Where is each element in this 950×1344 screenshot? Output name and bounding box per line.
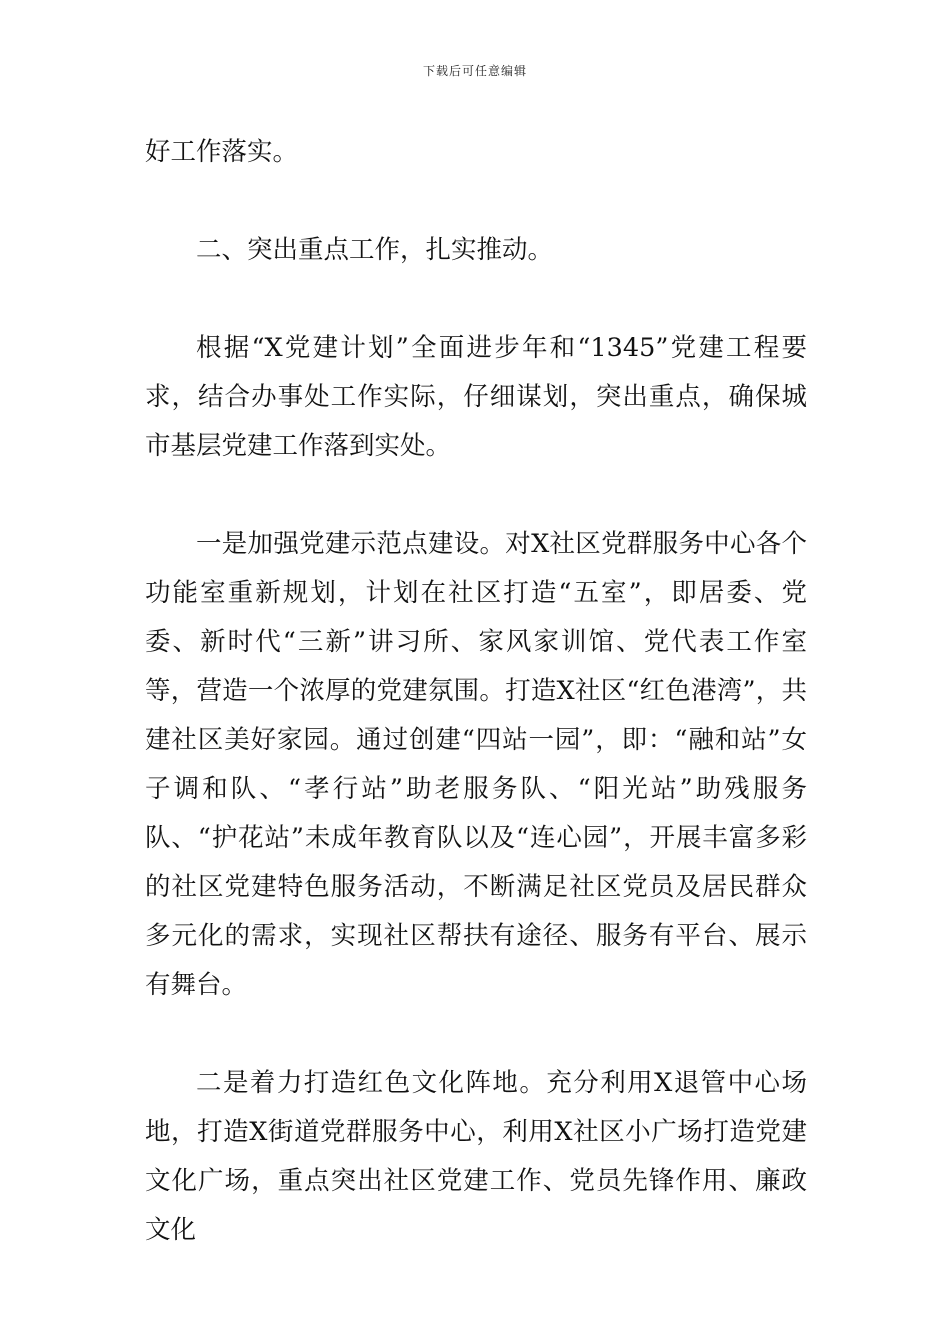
intro-paragraph: 根据“X党建计划”全面进步年和“1345”党建工程要求，结合办事处工作实际，仔细谋划，突出重点，确保城市基层党建工作落到实处。 (145, 333, 807, 461)
section-heading: 二、突出重点工作，扎实推动。 (196, 235, 554, 265)
point-one-paragraph: 一是加强党建示范点建设。对X社区党群服务中心各个功能室重新规划，计划在社区打造“五室”，即居委、党委、新时代“三新”讲习所、家风家训馆、党代表工作室等，营造一个浓厚的党建氛围。打造X社区“红色港湾”，共建社区美好家园。通过创建“四站一园”，即：“融和站”女子调和队、“孝行站”助老服务队、“阳光站”助残服务队、“护花站”未成年教育队以及“连心园”，开展丰富多彩的社区党建特色服务活动，不断满足社区党员及居民群众多元化的需求，实现社区帮扶有途径、服务有平台、展示有舞台。 (145, 529, 807, 1000)
paragraph-spacer (145, 1010, 807, 1059)
paragraph-spacer (145, 177, 807, 226)
page-header-note: 下载后可任意编辑 (422, 64, 527, 78)
document-body (145, 128, 807, 1255)
continuation-text: 好工作落实。 (145, 137, 299, 167)
paragraph-spacer (145, 471, 807, 520)
paragraph-spacer (145, 275, 807, 324)
point-two-paragraph: 二是着力打造红色文化阵地。充分利用X退管中心场地，打造X街道党群服务中心，利用X社区小广场打造党建文化广场，重点突出社区党建工作、党员先锋作用、廉政文化 (145, 1068, 807, 1245)
